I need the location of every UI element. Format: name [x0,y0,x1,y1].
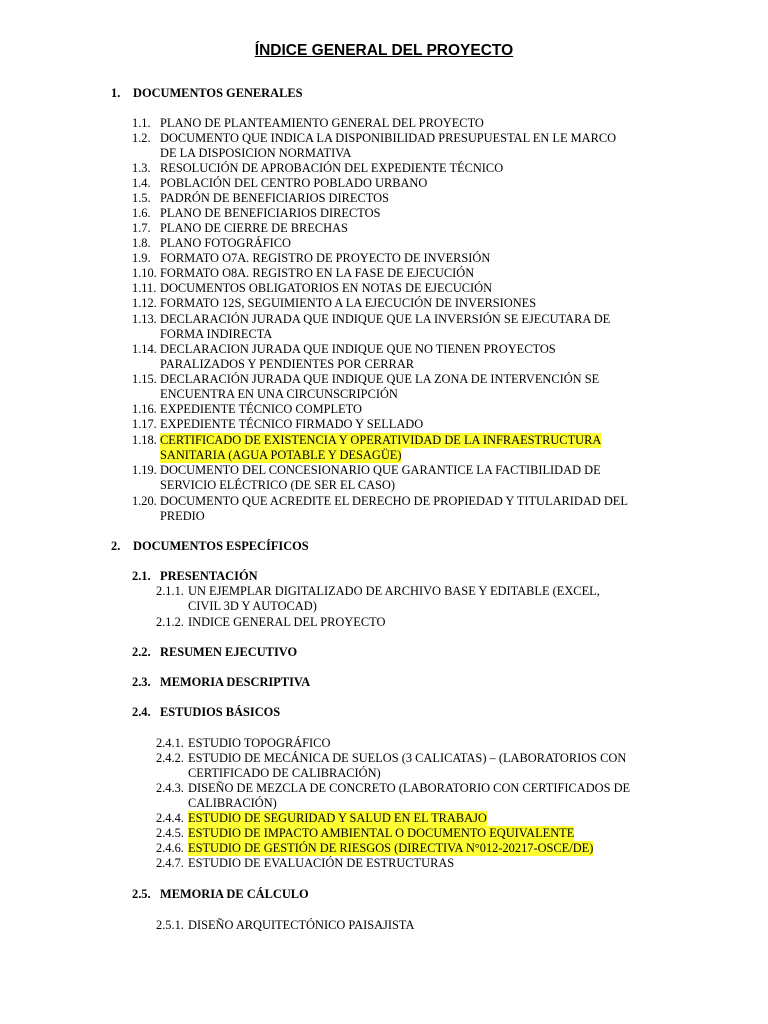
item-1-17-text: EXPEDIENTE TÉCNICO FIRMADO Y SELLADO [160,417,424,431]
item-1-4-text: POBLACIÓN DEL CENTRO POBLADO URBANO [160,176,428,190]
item-1-13-text: DECLARACIÓN JURADA QUE INDIQUE QUE LA INVERSIÓN SE EJECUTARA DE [160,312,611,326]
item-2-4-7-number: 2.4.7. [156,856,184,870]
item-1-15-text: DECLARACIÓN JURADA QUE INDIQUE QUE LA ZONA DE INTERVENCIÓN SE [160,372,600,386]
item-1-12-text: FORMATO 12S, SEGUIMIENTO A LA EJECUCIÓN DE INVERSIONES [160,296,537,310]
item-2-4-1-number: 2.4.1. [156,736,184,750]
item-2-4-5-number: 2.4.5. [156,826,184,840]
item-1-14-text: DECLARACION JURADA QUE INDIQUE QUE NO TIENEN PROYECTOS [160,342,556,356]
item-1-8-text: PLANO FOTOGRÁFICO [160,236,291,250]
item-2-4-4-number: 2.4.4. [156,811,184,825]
item-1-10-text: FORMATO O8A. REGISTRO EN LA FASE DE EJECUCIÓN [160,266,475,280]
section-1-number: 1. [111,86,121,100]
item-1-7-text: PLANO DE CIERRE DE BRECHAS [160,221,348,235]
item-1-12-number: 1.12. [132,296,157,310]
item-2-4-3-text: DISEÑO DE MEZCLA DE CONCRETO (LABORATORIO CON CERTIFICADOS DE [188,781,631,795]
item-1-5-number: 1.5. [132,191,151,205]
item-1-20-number: 1.20. [132,494,157,508]
item-2-5-1-number: 2.5.1. [156,918,184,932]
item-1-8-number: 1.8. [132,236,151,250]
item-2-4-2-text-cont: CERTIFICADO DE CALIBRACIÓN) [188,766,381,780]
item-2-4-1-text: ESTUDIO TOPOGRÁFICO [188,736,331,750]
item-1-14-number: 1.14. [132,342,157,356]
subsection-2-1-number: 2.1. [132,569,151,583]
item-2-4-3-number: 2.4.3. [156,781,184,795]
subsection-2-3-title: MEMORIA DESCRIPTIVA [160,675,311,689]
item-1-7-number: 1.7. [132,221,151,235]
item-1-18-text-highlighted: CERTIFICADO DE EXISTENCIA Y OPERATIVIDAD DE LA INFRAESTRUCTURA [160,433,602,447]
item-1-16-number: 1.16. [132,402,157,416]
item-1-16-text: EXPEDIENTE TÉCNICO COMPLETO [160,402,362,416]
item-1-3-text: RESOLUCIÓN DE APROBACIÓN DEL EXPEDIENTE TÉCNICO [160,161,504,175]
item-1-19-number: 1.19. [132,463,157,477]
page-title: ÍNDICE GENERAL DEL PROYECTO [254,42,514,59]
item-1-2-number: 1.2. [132,131,151,145]
item-1-15-text-cont: ENCUENTRA EN UNA CIRCUNSCRIPCIÓN [160,387,398,401]
subsection-2-4-title: ESTUDIOS BÁSICOS [160,705,281,719]
subsection-2-3-number: 2.3. [132,675,151,689]
item-1-3-number: 1.3. [132,161,151,175]
item-1-20-text: DOCUMENTO QUE ACREDITE EL DERECHO DE PROPIEDAD Y TITULARIDAD DEL [160,494,628,508]
item-1-1-text: PLANO DE PLANTEAMIENTO GENERAL DEL PROYECTO [160,116,484,130]
item-1-1-number: 1.1. [132,116,151,130]
item-1-5-text: PADRÓN DE BENEFICIARIOS DIRECTOS [160,191,389,205]
item-1-6-number: 1.6. [132,206,151,220]
subsection-2-2-title: RESUMEN EJECUTIVO [160,645,298,659]
item-1-13-number: 1.13. [132,312,157,326]
section-2-title: DOCUMENTOS ESPECÍFICOS [133,539,309,553]
item-2-4-2-text: ESTUDIO DE MECÁNICA DE SUELOS (3 CALICATAS) – (LABORATORIOS CON [188,751,627,765]
subsection-2-1-title: PRESENTACIÓN [160,569,258,583]
section-1-title: DOCUMENTOS GENERALES [133,86,303,100]
item-1-9-number: 1.9. [132,251,151,265]
item-1-9-text: FORMATO O7A. REGISTRO DE PROYECTO DE INVERSIÓN [160,251,491,265]
item-2-4-6-number: 2.4.6. [156,841,184,855]
item-2-4-6-text-highlighted: ESTUDIO DE GESTIÓN DE RIESGOS (DIRECTIVA N°012-20217-OSCE/DE) [188,841,594,855]
item-2-4-5-text-highlighted: ESTUDIO DE IMPACTO AMBIENTAL O DOCUMENTO EQUIVALENTE [188,826,575,840]
subsection-2-4-number: 2.4. [132,705,151,719]
subsection-2-5-number: 2.5. [132,887,151,901]
item-2-1-2-number: 2.1.2. [156,615,184,629]
item-2-5-1-text: DISEÑO ARQUITECTÓNICO PAISAJISTA [188,918,415,932]
item-1-2-text-cont: DE LA DISPOSICION NORMATIVA [160,146,352,160]
item-1-15-number: 1.15. [132,372,157,386]
item-1-11-text: DOCUMENTOS OBLIGATORIOS EN NOTAS DE EJECUCIÓN [160,281,493,295]
item-1-2-text: DOCUMENTO QUE INDICA LA DISPONIBILIDAD PRESUPUESTAL EN LE MARCO [160,131,617,145]
item-1-18-number: 1.18. [132,433,157,447]
item-2-1-1-number: 2.1.1. [156,584,184,598]
item-2-4-7-text: ESTUDIO DE EVALUACIÓN DE ESTRUCTURAS [188,856,455,870]
item-1-14-text-cont: PARALIZADOS Y PENDIENTES POR CERRAR [160,357,415,371]
item-1-11-number: 1.11. [132,281,157,295]
item-1-17-number: 1.17. [132,417,157,431]
item-2-4-3-text-cont: CALIBRACIÓN) [188,796,277,810]
item-2-4-2-number: 2.4.2. [156,751,184,765]
item-1-13-text-cont: FORMA INDIRECTA [160,327,273,341]
item-1-6-text: PLANO DE BENEFICIARIOS DIRECTOS [160,206,381,220]
subsection-2-5-title: MEMORIA DE CÁLCULO [160,887,309,901]
item-2-4-4-text-highlighted: ESTUDIO DE SEGURIDAD Y SALUD EN EL TRABAJO [188,811,487,825]
subsection-2-2-number: 2.2. [132,645,151,659]
item-2-1-2-text: INDICE GENERAL DEL PROYECTO [188,615,386,629]
item-1-20-text-cont: PREDIO [160,509,205,523]
item-1-4-number: 1.4. [132,176,151,190]
item-1-19-text: DOCUMENTO DEL CONCESIONARIO QUE GARANTICE LA FACTIBILIDAD DE [160,463,601,477]
item-2-1-1-text: UN EJEMPLAR DIGITALIZADO DE ARCHIVO BASE Y EDITABLE (EXCEL, [188,584,600,598]
item-2-1-1-text-cont: CIVIL 3D Y AUTOCAD) [188,599,317,613]
item-1-19-text-cont: SERVICIO ELÉCTRICO (DE SER EL CASO) [160,478,395,492]
item-1-18-text-highlighted-cont: SANITARIA (AGUA POTABLE Y DESAGÜE) [160,448,402,462]
item-1-10-number: 1.10. [132,266,157,280]
section-2-number: 2. [111,539,121,553]
